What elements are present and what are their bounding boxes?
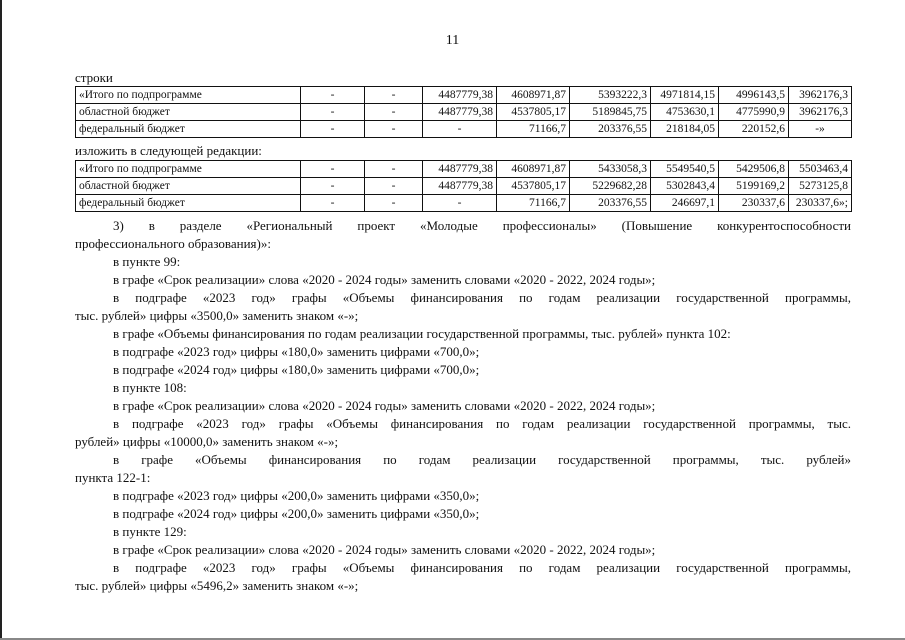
cell: -	[301, 121, 365, 138]
label-new-edition: изложить в следующей редакции:	[75, 143, 262, 158]
cell: 4775990,9	[719, 104, 789, 121]
cell: 5503463,4	[789, 161, 852, 178]
cell: -	[365, 104, 423, 121]
cell: -	[423, 195, 497, 212]
cell: 4487779,38	[423, 87, 497, 104]
paragraph-line: в графе «Объемы финансирования по годам реализации государственной программы, тыс. рублей» пункта 102:	[113, 326, 731, 341]
cell: 5229682,28	[570, 178, 651, 195]
cell: -	[365, 121, 423, 138]
cell: 4608971,87	[497, 161, 570, 178]
cell: -	[365, 178, 423, 195]
amendment-text	[75, 217, 851, 595]
cell: -	[301, 178, 365, 195]
paragraph-line: в подграфе «2023 год» цифры «180,0» заменить цифрами «700,0»;	[113, 344, 480, 359]
row-name: областной бюджет	[76, 104, 301, 121]
page-number: 11	[445, 33, 460, 48]
paragraph-line: в графе «Срок реализации» слова «2020 - 2024 годы» заменить словами «2020 - 2022, 2024 годы»;	[113, 272, 656, 287]
paragraph-line: в графе «Объемы финансирования по годам реализации государственной программы, тыс. рублей»	[113, 452, 851, 467]
row-name: федеральный бюджет	[76, 121, 301, 138]
cell: 220152,6	[719, 121, 789, 138]
paragraph-line: в подграфе «2024 год» цифры «200,0» заменить цифрами «350,0»;	[113, 506, 480, 521]
paragraph-line: в графе «Срок реализации» слова «2020 - 2024 годы» заменить словами «2020 - 2022, 2024 годы»;	[113, 542, 656, 557]
cell: 4537805,17	[497, 178, 570, 195]
cell: -	[423, 121, 497, 138]
paragraph-line: в пункте 108:	[113, 380, 187, 395]
table-row	[76, 104, 852, 121]
table-new	[75, 160, 852, 212]
cell: 3962176,3	[789, 104, 852, 121]
cell: 4996143,5	[719, 87, 789, 104]
paragraph-line: в подграфе «2023 год» графы «Объемы финансирования по годам реализации государственной программы, тыс.	[113, 416, 851, 431]
table-row	[76, 178, 852, 195]
paragraph-line: тыс. рублей» цифры «3500,0» заменить знаком «-»;	[75, 308, 359, 323]
cell: 5199169,2	[719, 178, 789, 195]
row-name: областной бюджет	[76, 178, 301, 195]
paragraph-line: рублей» цифры «10000,0» заменить знаком «-»;	[75, 434, 339, 449]
cell: -	[301, 195, 365, 212]
cell: -	[301, 161, 365, 178]
table-row	[76, 195, 852, 212]
cell: 5189845,75	[570, 104, 651, 121]
cell: 4537805,17	[497, 104, 570, 121]
paragraph-line: в подграфе «2023 год» графы «Объемы финансирования по годам реализации государственной программы,	[113, 560, 851, 575]
cell: -»	[789, 121, 852, 138]
row-name: «Итого по подпрограмме	[76, 87, 301, 104]
cell: -	[365, 87, 423, 104]
cell: 4487779,38	[423, 161, 497, 178]
cell: 5429506,8	[719, 161, 789, 178]
cell: 246697,1	[651, 195, 719, 212]
table-row	[76, 121, 852, 138]
cell: 203376,55	[570, 195, 651, 212]
cell: 3962176,3	[789, 87, 852, 104]
cell: 71166,7	[497, 195, 570, 212]
cell: 5302843,4	[651, 178, 719, 195]
row-name: федеральный бюджет	[76, 195, 301, 212]
paragraph-line: профессионального образования)»:	[75, 236, 271, 251]
cell: 218184,05	[651, 121, 719, 138]
paragraph-line: в подграфе «2023 год» цифры «200,0» заменить цифрами «350,0»;	[113, 488, 480, 503]
cell: 230337,6»;	[789, 195, 852, 212]
paragraph-line: в пункте 99:	[113, 254, 181, 269]
cell: 230337,6	[719, 195, 789, 212]
scan-edge-left	[0, 0, 2, 640]
cell: 5273125,8	[789, 178, 852, 195]
cell: -	[365, 161, 423, 178]
paragraph-line: пункта 122-1:	[75, 470, 151, 485]
table-row	[76, 161, 852, 178]
cell: 4487779,38	[423, 104, 497, 121]
cell: -	[301, 104, 365, 121]
cell: -	[365, 195, 423, 212]
cell: 203376,55	[570, 121, 651, 138]
cell: 5433058,3	[570, 161, 651, 178]
cell: 4487779,38	[423, 178, 497, 195]
cell: 4971814,15	[651, 87, 719, 104]
cell: 5393222,3	[570, 87, 651, 104]
cell: 4608971,87	[497, 87, 570, 104]
table-old	[75, 86, 852, 138]
row-name: «Итого по подпрограмме	[76, 161, 301, 178]
cell: 5549540,5	[651, 161, 719, 178]
paragraph-line: в графе «Срок реализации» слова «2020 - 2024 годы» заменить словами «2020 - 2022, 2024 годы»;	[113, 398, 656, 413]
cell: -	[301, 87, 365, 104]
paragraph-line: в пункте 129:	[113, 524, 187, 539]
paragraph-line: в подграфе «2023 год» графы «Объемы финансирования по годам реализации государственной программы,	[113, 290, 851, 305]
paragraph-line: тыс. рублей» цифры «5496,2» заменить знаком «-»;	[75, 578, 359, 593]
paragraph-line: 3) в разделе «Региональный проект «Молодые профессионалы» (Повышение конкурентоспособности	[113, 218, 851, 233]
paragraph-line: в подграфе «2024 год» цифры «180,0» заменить цифрами «700,0»;	[113, 362, 480, 377]
table-row	[76, 87, 852, 104]
cell: 4753630,1	[651, 104, 719, 121]
cell: 71166,7	[497, 121, 570, 138]
label-rows: строки	[75, 70, 113, 85]
